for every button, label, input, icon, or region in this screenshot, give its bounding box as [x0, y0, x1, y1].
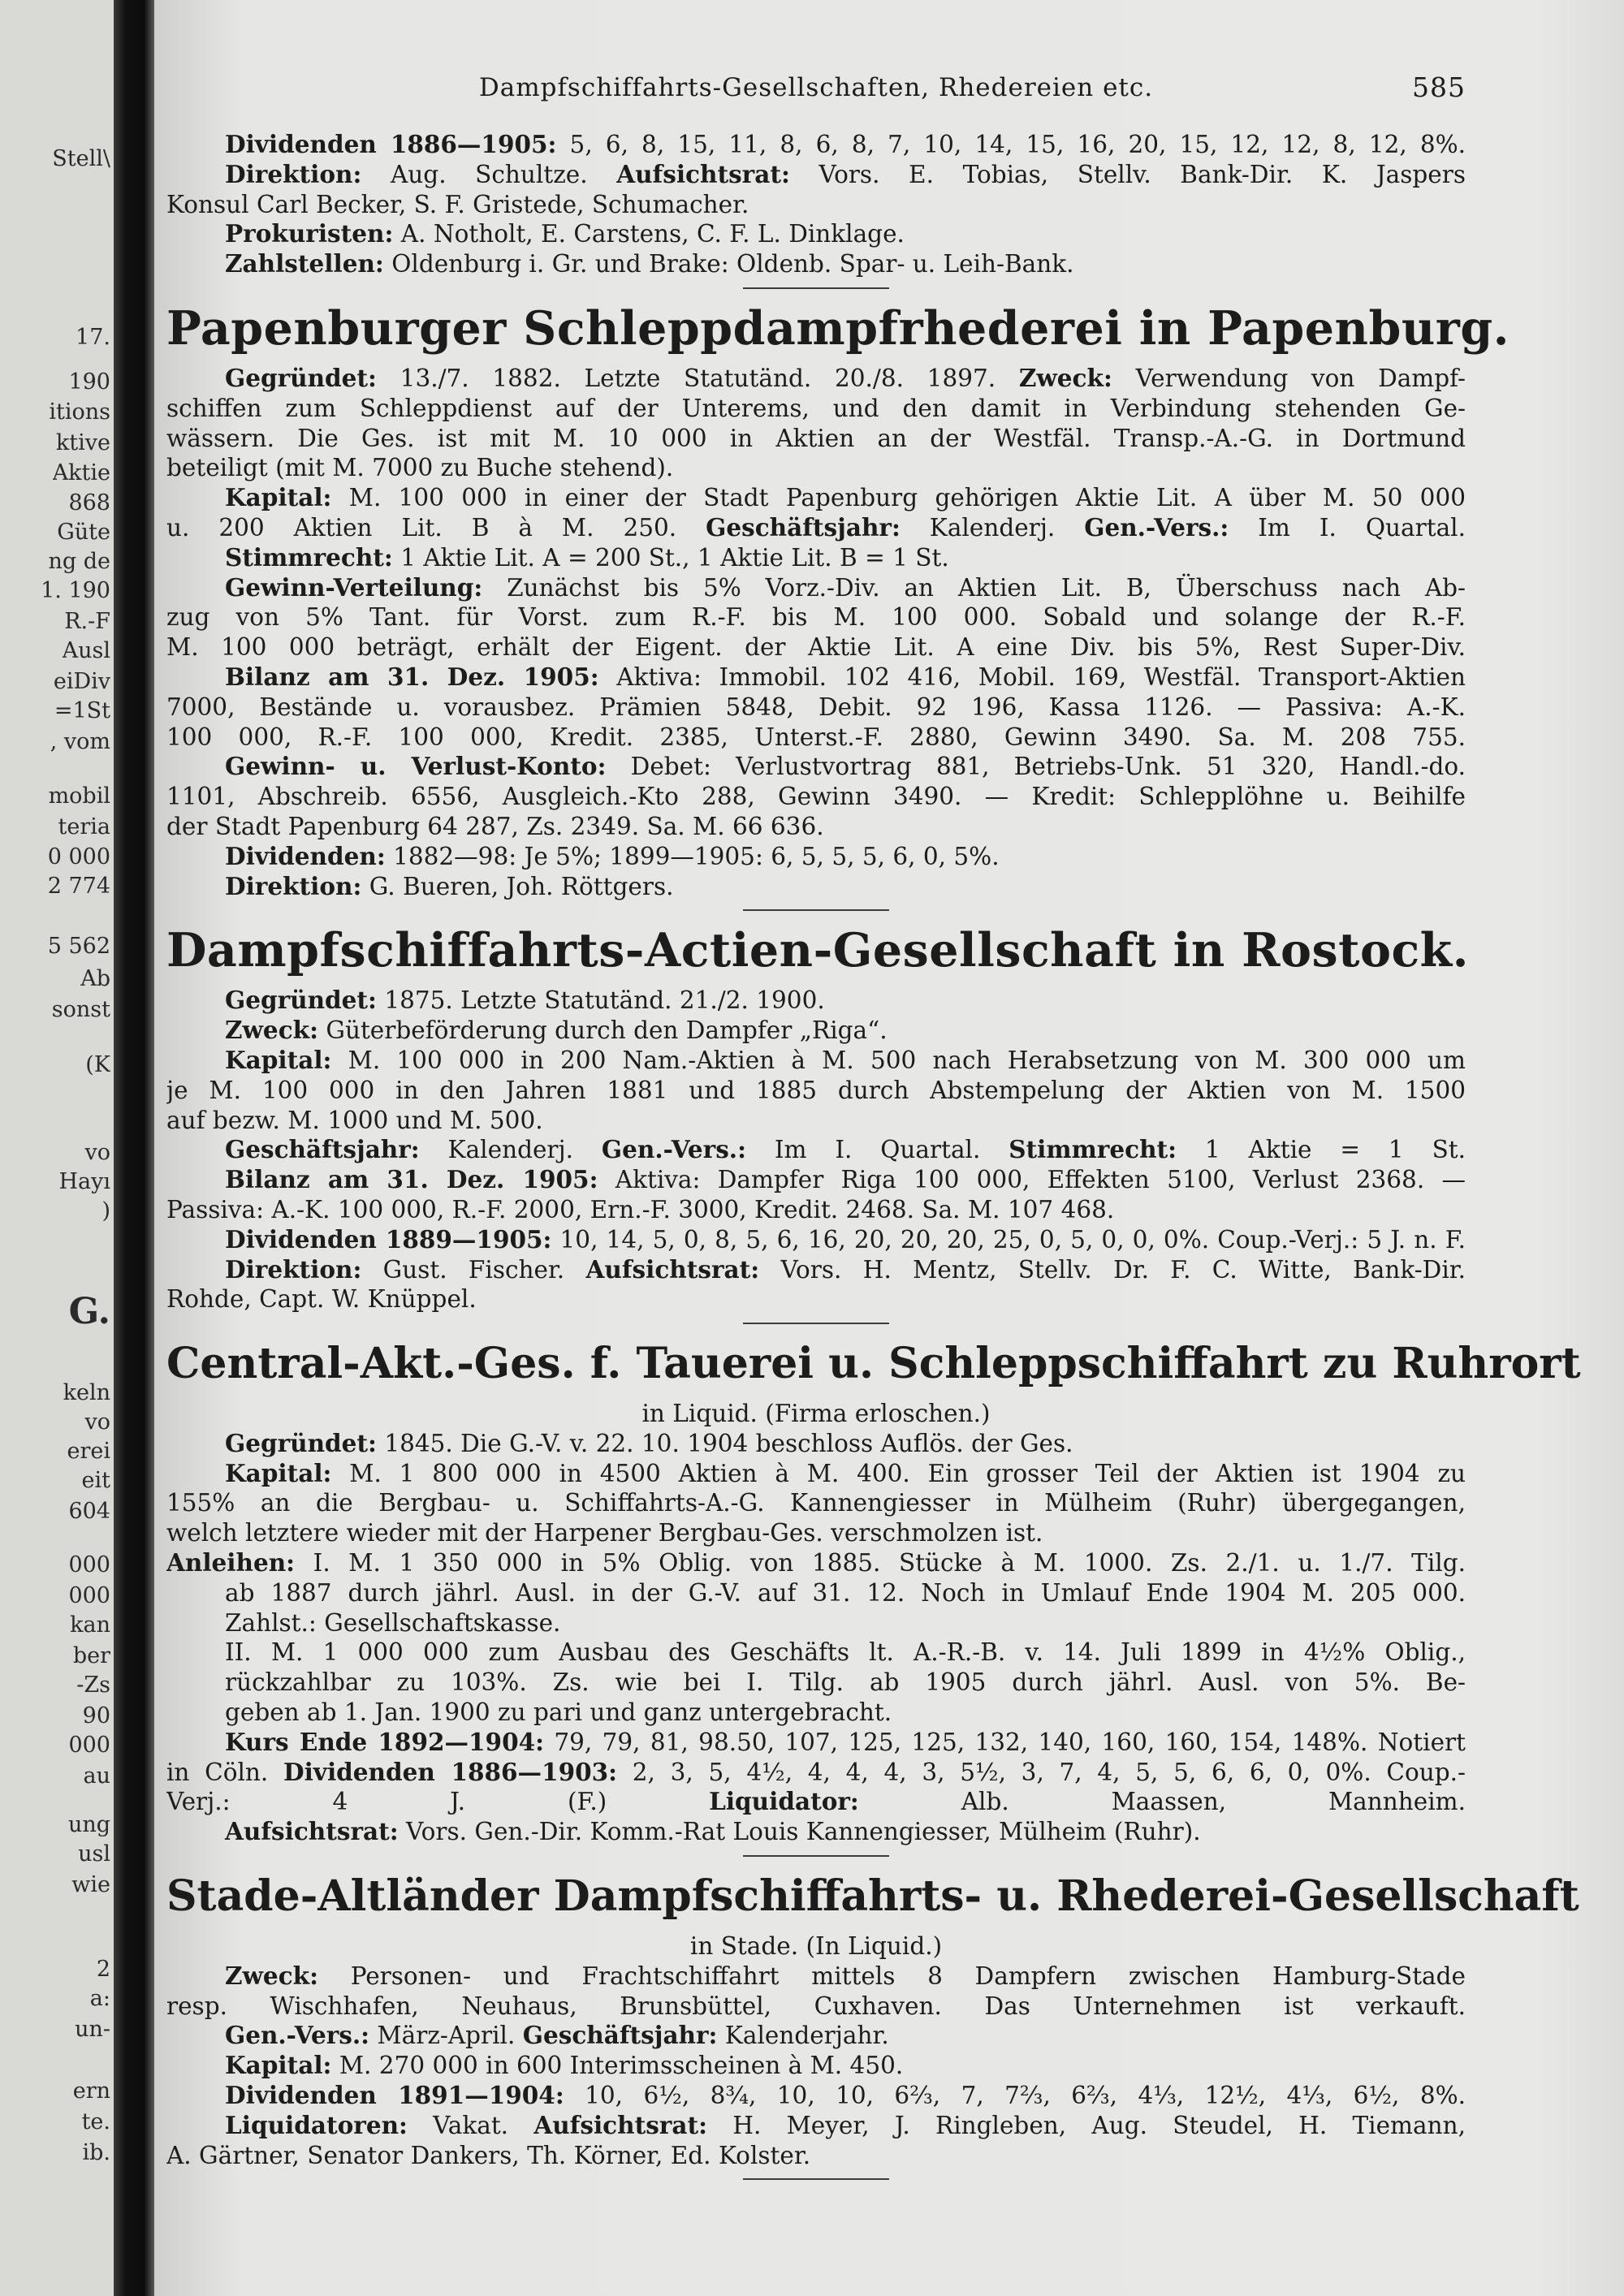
left-page-fragment: kan — [70, 1612, 110, 1638]
left-page-fragment: Aktie — [52, 460, 110, 486]
left-page-fragment: Ausl — [62, 638, 110, 663]
left-page-fragment: G. — [68, 1291, 110, 1332]
text-line: Dividenden: 1882—98: Je 5%; 1899—1905: 6, 5, 5, 5, 6, 0, 5%. — [225, 841, 1000, 870]
text-line: 7000, Bestände u. vorausbez. Prämien 5848, Debit. 92 196, Kassa 1126. — Passiva: A.-K. — [166, 693, 1466, 721]
text-line: Aufsichtsrat: Vors. Gen.-Dir. Komm.-Rat Louis Kannengiesser, Mülheim (Ruhr). — [225, 1817, 1201, 1846]
running-title: Dampfschiffahrts-Gesellschaften, Rhedereien etc. — [478, 73, 1154, 102]
text-line: Direktion: G. Bueren, Joh. Röttgers. — [225, 871, 674, 900]
section-continuation — [166, 130, 1466, 279]
text-line: Zahlst.: Gesellschaftskasse. — [225, 1608, 561, 1637]
text-line: 155% an die Bergbau- u. Schiffahrts-A.-G. Kannengiesser in Mülheim (Ruhr) übergegangen, — [166, 1489, 1466, 1517]
text-line: Gewinn- u. Verlust-Konto: Debet: Verlustvortrag 881, Betriebs-Unk. 51 320, Handl.-do. — [225, 752, 1466, 781]
text-line: Direktion: Aug. Schultze. Aufsichtsrat: Vors. E. Tobias, Stellv. Bank-Dir. K. Jaspers — [225, 159, 1466, 188]
text-line: Gegründet: 1845. Die G.-V. v. 22. 10. 1904 beschloss Auflös. der Ges. — [225, 1428, 1073, 1457]
text-line: resp. Wischhafen, Neuhaus, Brunsbüttel, Cuxhaven. Das Unternehmen ist verkauft. — [166, 1992, 1466, 2020]
text-line: Rohde, Capt. W. Knüppel. — [166, 1285, 477, 1314]
book-gutter — [114, 0, 154, 2296]
left-page-fragment: 604 — [68, 1499, 110, 1524]
text-line: u. 200 Aktien Lit. B à M. 250. Geschäftsjahr: Kalenderj. Gen.-Vers.: Im I. Quartal. — [166, 512, 1466, 542]
text-line: 100 000, R.-F. 100 000, Kredit. 2385, Unterst.-F. 2880, Gewinn 3490. Sa. M. 208 755. — [166, 723, 1466, 751]
text-line: in Cöln. Dividenden 1886—1903: 2, 3, 5, 4½, 4, 4, 4, 3, 5½, 3, 7, 4, 5, 5, 6, 6, 0, 0%. Coup.- — [166, 1757, 1466, 1786]
left-page-fragment: R.-F — [64, 609, 110, 634]
left-page-fragment: eiDiv — [53, 669, 110, 694]
left-page-fragment: 90 — [82, 1703, 110, 1728]
text-line: welch letztere wieder mit der Harpener Bergbau-Ges. verschmolzen ist. — [166, 1519, 1043, 1547]
section-divider — [743, 909, 889, 911]
text-line: Prokuristen: A. Notholt, E. Carstens, C. F. L. Dinklage. — [225, 219, 905, 248]
text-line: zug von 5% Tant. für Vorst. zum R.-F. bis M. 100 000. Sobald und solange der R.-F. — [166, 603, 1466, 632]
left-page-fragment: ber — [72, 1643, 110, 1668]
left-page-fragment: 2 774 — [47, 874, 110, 899]
text-line: schiffen zum Schleppdienst auf der Unterems, und den damit in Verbindung stehenden Ge- — [166, 394, 1466, 422]
left-page-fragments — [0, 0, 114, 2296]
text-line: Gegründet: 1875. Letzte Statutänd. 21./2. 1900. — [225, 986, 825, 1015]
company-title: Papenburger Schleppdampfrhederei in Papenburg. — [166, 300, 1510, 356]
left-page-fragment: 000 — [68, 1583, 110, 1608]
left-page-fragment: itions — [49, 399, 110, 425]
page-content — [166, 71, 1581, 2190]
left-page-fragment: ern — [72, 2078, 110, 2104]
left-page-fragment: erei — [67, 1439, 110, 1464]
text-line: A. Gärtner, Senator Dankers, Th. Körner, Ed. Kolster. — [166, 2141, 811, 2169]
left-page-fragment: =1St — [54, 698, 110, 723]
text-line: Passiva: A.-K. 100 000, R.-F. 2000, Ern.-F. 3000, Kredit. 2468. Sa. M. 107 468. — [166, 1195, 1115, 1224]
left-page-fragment: 0 000 — [47, 844, 110, 870]
text-line: Stimmrecht: 1 Aktie Lit. A = 200 St., 1 Aktie Lit. B = 1 St. — [225, 542, 949, 572]
left-page-fragment: a: — [89, 1986, 110, 2011]
section-divider — [743, 1855, 889, 1857]
text-line: Kapital: M. 1 800 000 in 4500 Aktien à M. 400. Ein grosser Teil der Aktien ist 1904 zu — [225, 1458, 1466, 1487]
text-line: auf bezw. M. 1000 und M. 500. — [166, 1106, 543, 1134]
left-page-fragment: 5 562 — [47, 934, 110, 959]
text-line: Liquidatoren: Vakat. Aufsichtsrat: H. Meyer, J. Ringleben, Aug. Steudel, H. Tiemann, — [225, 2110, 1466, 2139]
text-line: Dividenden 1891—1904: 10, 6½, 8¾, 10, 10, 6⅔, 7, 7⅔, 6⅔, 4⅓, 12½, 4⅓, 6½, 8%. — [225, 2081, 1466, 2110]
left-page-fragment: te. — [81, 2109, 110, 2134]
left-page-fragment: Ab — [80, 966, 110, 991]
section-ruhrort — [166, 1334, 1581, 1847]
left-page-fragment: 1. 190 — [41, 578, 110, 603]
text-line: 1101, Abschreib. 6556, Ausgleich.-Kto 288, Gewinn 3490. — Kredit: Schlepplöhne u. Beihilfe — [166, 783, 1466, 811]
text-line: Dividenden 1886—1905: 5, 6, 8, 15, 11, 8, 6, 8, 7, 10, 14, 15, 16, 20, 15, 12, 12, 8, 12, 8%. — [225, 130, 1466, 158]
left-page-fragment: Hayı — [58, 1169, 110, 1194]
left-page-fragment: ng de — [48, 549, 110, 574]
text-line: M. 100 000 beträgt, erhält der Eigent. der Aktie Lit. A eine Div. bis 5%, Rest Super-Div. — [166, 633, 1466, 662]
company-title: Stade-Altländer Dampfschiffahrts- u. Rhederei-Gesellschaft — [166, 1871, 1579, 1922]
text-line: Kurs Ende 1892—1904: 79, 79, 81, 98.50, 107, 125, 125, 132, 140, 160, 160, 154, 148%. Notiert — [225, 1727, 1466, 1756]
left-page-fragment: keln — [63, 1380, 110, 1405]
running-header — [166, 73, 1466, 114]
left-page-fragment: ktive — [55, 430, 110, 455]
section-rostock — [166, 921, 1470, 1314]
left-page-fragment: -Zs — [76, 1672, 110, 1698]
text-line: Bilanz am 31. Dez. 1905: Aktiva: Immobil. 102 416, Mobil. 169, Westfäl. Transport-Aktien — [225, 662, 1466, 691]
text-line: Verj.: 4 J. (F.) Liquidator: Alb. Maassen, Mannheim. — [166, 1787, 1466, 1816]
text-line: geben ab 1. Jan. 1900 zu pari und ganz untergebracht. — [225, 1698, 892, 1727]
text-line: Gegründet: 13./7. 1882. Letzte Statutänd. 20./8. 1897. Zweck: Verwendung von Dampf- — [225, 363, 1466, 392]
text-line: Zahlstellen: Oldenburg i. Gr. und Brake: Oldenb. Spar- u. Leih-Bank. — [225, 249, 1074, 278]
left-page-fragment: 868 — [68, 490, 110, 516]
left-page-fragment: ib. — [82, 2140, 110, 2165]
left-page-fragment: 000 — [68, 1733, 110, 1758]
company-title: Central-Akt.-Ges. f. Tauerei u. Schleppschiffahrt zu Ruhrort — [166, 1339, 1581, 1389]
left-page-fragment: 190 — [68, 369, 110, 395]
left-page-fragment: (K — [85, 1052, 110, 1077]
left-page-fragment: Güte — [57, 520, 110, 545]
text-line: Dividenden 1889—1905: 10, 14, 5, 0, 8, 5, 6, 16, 20, 20, 20, 25, 0, 5, 0, 0, 0%. Coup.-Verj.: 5 J. n. F. — [225, 1224, 1466, 1254]
text-line: Geschäftsjahr: Kalenderj. Gen.-Vers.: Im I. Quartal. Stimmrecht: 1 Aktie = 1 St. — [225, 1135, 1466, 1164]
company-subtitle: in Stade. (In Liquid.) — [689, 1932, 943, 1961]
left-page-fragment: mobil — [48, 783, 110, 809]
left-page-fragment: au — [83, 1763, 110, 1789]
left-page-fragment: vo — [84, 1409, 110, 1435]
text-line: wässern. Die Ges. ist mit M. 10 000 in Aktien an der Westfäl. Transp.-A.-G. in Dortmund — [166, 424, 1466, 452]
left-page-fragment: teria — [58, 814, 110, 839]
left-page-fragment: 000 — [68, 1552, 110, 1577]
text-line: Direktion: Gust. Fischer. Aufsichtsrat: Vors. H. Mentz, Stellv. Dr. F. C. Witte, Bank-Dir. — [225, 1254, 1466, 1284]
text-line: Kapital: M. 100 000 in einer der Stadt Papenburg gehörigen Aktie Lit. A über M. 50 000 — [225, 483, 1466, 512]
left-page-fragment: usl — [78, 1841, 110, 1867]
left-page-fragment: wie — [71, 1872, 110, 1897]
text-line: Anleihen: I. M. 1 350 000 in 5% Oblig. von 1885. Stücke à M. 1000. Zs. 2./1. u. 1./7. Tilg. — [166, 1548, 1466, 1577]
section-stade — [166, 1867, 1579, 2170]
text-line: je M. 100 000 in den Jahren 1881 und 1885 durch Abstempelung der Aktien von M. 1500 — [166, 1076, 1466, 1104]
text-line: Kapital: M. 270 000 in 600 Interimsscheinen à M. 450. — [225, 2051, 904, 2080]
text-line: rückzahlbar zu 103%. Zs. wie bei I. Tilg. ab 1905 durch jährl. Ausl. von 5%. Be- — [225, 1668, 1466, 1697]
left-page-fragment: sonst — [51, 997, 110, 1022]
section-divider — [743, 287, 889, 289]
section-divider — [743, 2178, 889, 2180]
text-line: ab 1887 durch jährl. Ausl. in der G.-V. auf 31. 12. Noch in Umlauf Ende 1904 M. 205 000. — [225, 1578, 1466, 1607]
left-page-fragment: vo — [84, 1140, 110, 1165]
text-line: Konsul Carl Becker, S. F. Gristede, Schumacher. — [166, 190, 749, 218]
left-page-fragment: un- — [75, 2017, 110, 2042]
text-line: der Stadt Papenburg 64 287, Zs. 2349. Sa. M. 66 636. — [166, 812, 824, 840]
text-line: Kapital: M. 100 000 in 200 Nam.-Aktien à M. 500 nach Herabsetzung von M. 300 000 um — [225, 1045, 1466, 1074]
section-divider — [743, 1323, 889, 1324]
left-page-fragment: 17. — [76, 325, 110, 350]
text-line: Bilanz am 31. Dez. 1905: Aktiva: Dampfer Riga 100 000, Effekten 5100, Verlust 2368. — — [225, 1165, 1466, 1194]
left-page-fragment: ung — [67, 1812, 110, 1837]
page-number: 585 — [1412, 71, 1466, 103]
left-page-fragment: eit — [81, 1468, 110, 1493]
text-line: beteiligt (mit M. 7000 zu Buche stehend). — [166, 454, 674, 482]
left-page-fragment: ) — [102, 1198, 110, 1224]
left-page-fragment: Stell\ — [52, 146, 110, 171]
text-line: Gewinn-Verteilung: Zunächst bis 5% Vorz.-Div. an Aktien Lit. B, Überschuss nach Ab- — [225, 572, 1466, 602]
left-page-fragment: , vom — [50, 729, 110, 754]
company-subtitle: in Liquid. (Firma erloschen.) — [641, 1400, 991, 1428]
text-line: Zweck: Personen- und Frachtschiffahrt mittels 8 Dampfern zwischen Hamburg-Stade — [225, 1961, 1466, 1990]
text-line: II. M. 1 000 000 zum Ausbau des Geschäfts lt. A.-R.-B. v. 14. Juli 1899 in 4½% Oblig., — [225, 1638, 1466, 1667]
left-page-fragment: 2 — [96, 1957, 110, 1982]
left-page-edge — [0, 0, 114, 2296]
text-line: Zweck: Güterbeförderung durch den Dampfer „Riga“. — [225, 1016, 888, 1045]
company-title: Dampfschiffahrts-Actien-Gesellschaft in Rostock. — [166, 923, 1470, 978]
section-papenburg — [166, 299, 1510, 901]
text-line: Gen.-Vers.: März-April. Geschäftsjahr: Kalenderjahr. — [225, 2021, 889, 2050]
